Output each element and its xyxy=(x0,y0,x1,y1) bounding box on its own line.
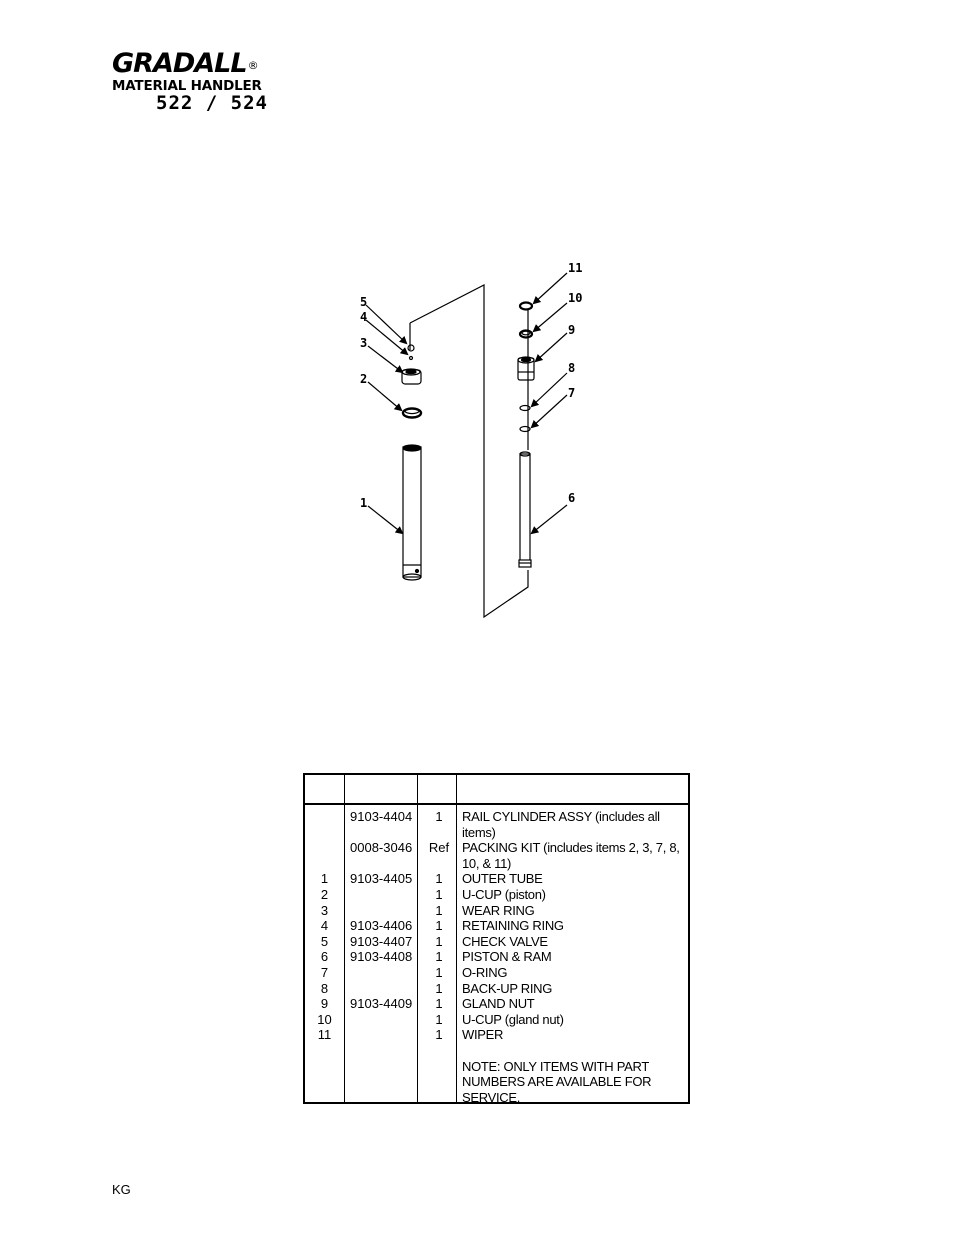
description: OUTER TUBE xyxy=(462,871,543,887)
page-code: KG xyxy=(112,1182,131,1197)
description: GLAND NUT xyxy=(462,996,535,1012)
table-row xyxy=(305,887,688,903)
item-number: 5 xyxy=(320,933,329,949)
item-number: 3 xyxy=(320,902,329,918)
callout-2: 2 xyxy=(360,372,368,386)
part-number: 9103-4404 xyxy=(350,809,413,824)
description: O-RING xyxy=(462,964,508,980)
item-number: 8 xyxy=(320,980,329,996)
callout-5: 5 xyxy=(360,295,368,309)
brand-name: GRADALL xyxy=(112,48,247,79)
description: U-CUP (gland nut) xyxy=(462,1011,564,1027)
registered-mark: ® xyxy=(247,59,258,72)
callout-8: 8 xyxy=(568,361,576,375)
table-row xyxy=(305,1012,688,1028)
quantity: 1 xyxy=(435,996,443,1012)
callout-3: 3 xyxy=(360,336,368,350)
table-row xyxy=(305,1027,688,1043)
description: CHECK VALVE xyxy=(462,933,548,949)
description: PACKING KIT (includes items 2, 3, 7, 8, 10, & 11) xyxy=(462,840,680,871)
description: RETAINING RING xyxy=(462,918,564,934)
piston-ram-part xyxy=(519,452,531,567)
callout-1: 1 xyxy=(360,496,368,510)
table-row xyxy=(305,809,688,840)
description: WEAR RING xyxy=(462,902,535,918)
quantity: Ref xyxy=(428,840,450,856)
part-number: 9103-4406 xyxy=(350,918,413,934)
table-row xyxy=(305,949,688,965)
brand-header xyxy=(112,50,312,113)
exploded-parts-diagram xyxy=(340,250,600,630)
description: BACK-UP RING xyxy=(462,980,553,996)
description: U-CUP (piston) xyxy=(462,886,546,902)
table-row xyxy=(305,981,688,997)
description: WIPER xyxy=(462,1027,504,1043)
service-note: NOTE: ONLY ITEMS WITH PART NUMBERS ARE AVAILABLE FOR SERVICE. xyxy=(462,1058,652,1105)
quantity: 1 xyxy=(435,918,443,934)
item-number: 9 xyxy=(320,996,329,1012)
part-number: 9103-4407 xyxy=(350,933,413,949)
table-row xyxy=(305,996,688,1012)
table-row xyxy=(305,918,688,934)
callout-10: 10 xyxy=(568,291,583,305)
parts-list-table xyxy=(303,773,690,1104)
quantity: 1 xyxy=(435,1011,443,1027)
assembly-connector-line xyxy=(410,285,528,617)
parts-rows xyxy=(305,809,688,1105)
part-number: 0008-3046 xyxy=(350,840,413,856)
description: RAIL CYLINDER ASSY (includes all items) xyxy=(462,809,660,840)
u-cup-gland-part xyxy=(520,331,532,338)
quantity: 1 xyxy=(435,964,443,980)
outer-tube-part xyxy=(403,445,421,580)
table-row xyxy=(305,871,688,887)
item-number: 10 xyxy=(317,1011,332,1027)
callout-9: 9 xyxy=(568,323,576,337)
item-number: 11 xyxy=(317,1027,332,1043)
part-number: 9103-4408 xyxy=(350,949,413,965)
description: PISTON & RAM xyxy=(462,949,552,965)
table-row xyxy=(305,840,688,871)
wear-ring-part xyxy=(402,369,421,384)
quantity: 1 xyxy=(435,809,443,824)
quantity: 1 xyxy=(435,949,443,965)
check-valve-part xyxy=(408,345,414,351)
callout-11: 11 xyxy=(568,261,583,275)
quantity: 1 xyxy=(435,933,443,949)
product-line: MATERIAL HANDLER xyxy=(112,78,262,94)
item-number: 4 xyxy=(320,918,329,934)
part-number: 9103-4405 xyxy=(350,871,413,887)
item-number: 1 xyxy=(320,871,329,887)
callout-7: 7 xyxy=(568,386,576,400)
table-row xyxy=(305,903,688,919)
header-rule xyxy=(305,803,688,805)
quantity: 1 xyxy=(435,902,443,918)
table-row xyxy=(305,934,688,950)
retaining-ring-part xyxy=(410,357,413,360)
wiper-part xyxy=(520,303,532,310)
table-row xyxy=(305,965,688,981)
quantity: 1 xyxy=(435,980,443,996)
table-row xyxy=(305,1059,688,1106)
model-number: 522 / 524 xyxy=(156,92,268,114)
brand-logo xyxy=(112,50,312,78)
u-cup-piston-part xyxy=(403,408,421,417)
callout-6: 6 xyxy=(568,491,576,505)
gland-nut-part xyxy=(518,357,534,380)
part-number: 9103-4409 xyxy=(350,996,413,1012)
item-number: 6 xyxy=(320,949,329,965)
quantity: 1 xyxy=(435,871,443,887)
callout-4: 4 xyxy=(360,310,368,324)
item-number: 2 xyxy=(320,886,329,902)
quantity: 1 xyxy=(435,886,443,902)
item-number: 7 xyxy=(320,964,329,980)
quantity: 1 xyxy=(435,1027,443,1043)
